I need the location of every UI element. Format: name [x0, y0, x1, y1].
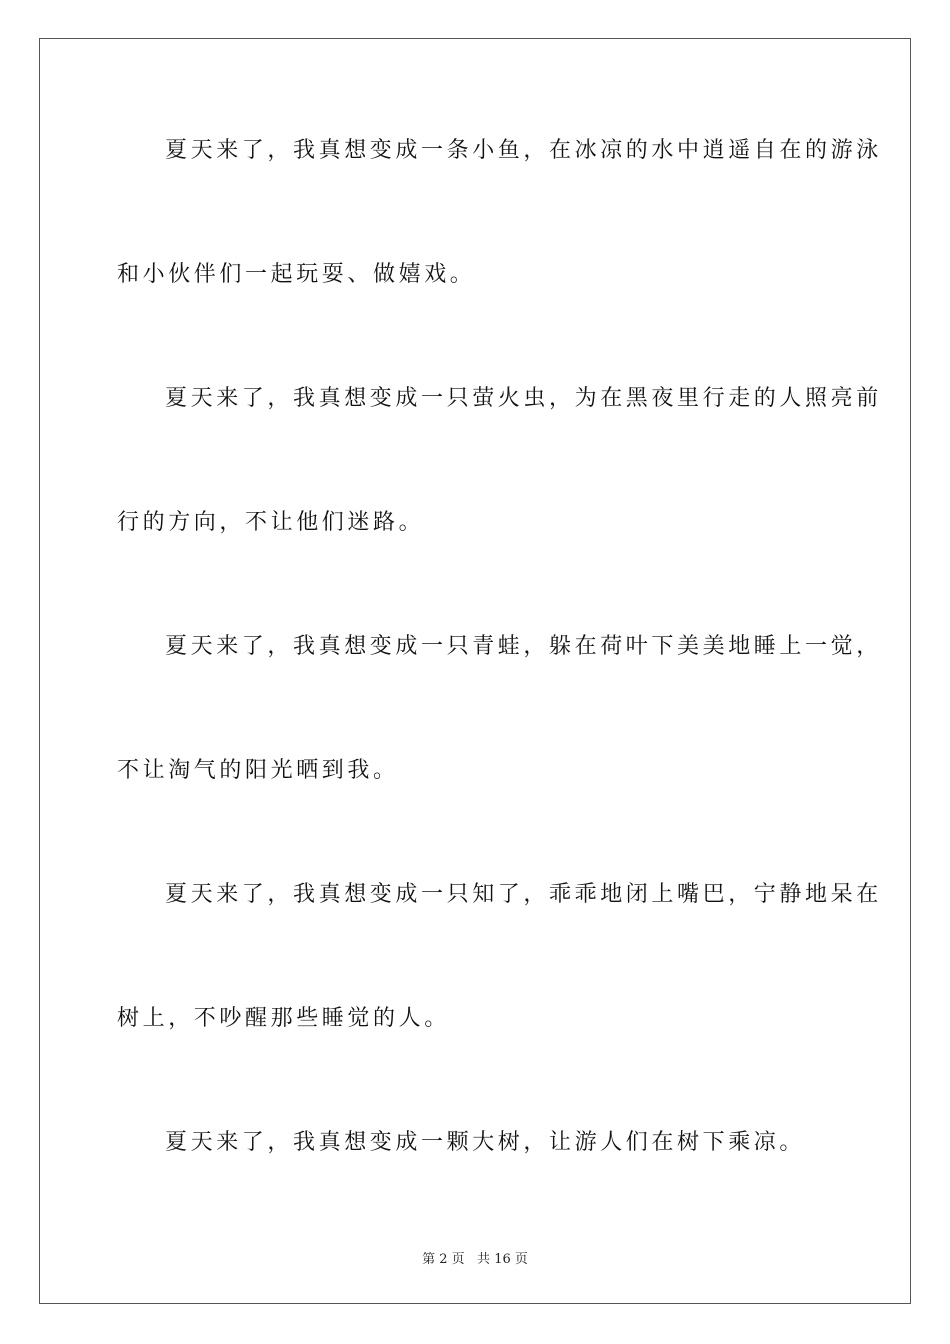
paragraph-2-line-1: 夏天来了，我真想变成一只萤火虫，为在黑夜里行走的人照亮前: [165, 386, 882, 411]
paragraph-4-line-2: 树上，不吵醒那些睡觉的人。: [117, 1006, 450, 1031]
paragraph-3-line-2: 不让淘气的阳光晒到我。: [117, 758, 399, 783]
paragraph-1-line-2: 和小伙伴们一起玩耍、做嬉戏。: [117, 262, 476, 287]
paragraph-2-line-2: 行的方向，不让他们迷路。: [117, 510, 425, 535]
page-indicator: 第 2 页 共 16 页: [422, 1252, 528, 1267]
paragraph-3-line-1: 夏天来了，我真想变成一只青蛙，躲在荷叶下美美地睡上一觉，: [165, 634, 882, 659]
paragraph-4-line-1: 夏天来了，我真想变成一只知了，乖乖地闭上嘴巴，宁静地呆在: [165, 882, 882, 907]
paragraph-5-line-1: 夏天来了，我真想变成一颗大树，让游人们在树下乘凉。: [165, 1130, 806, 1155]
page-border: [39, 38, 911, 1304]
paragraph-1-line-1: 夏天来了，我真想变成一条小鱼，在冰凉的水中逍遥自在的游泳: [165, 138, 882, 163]
